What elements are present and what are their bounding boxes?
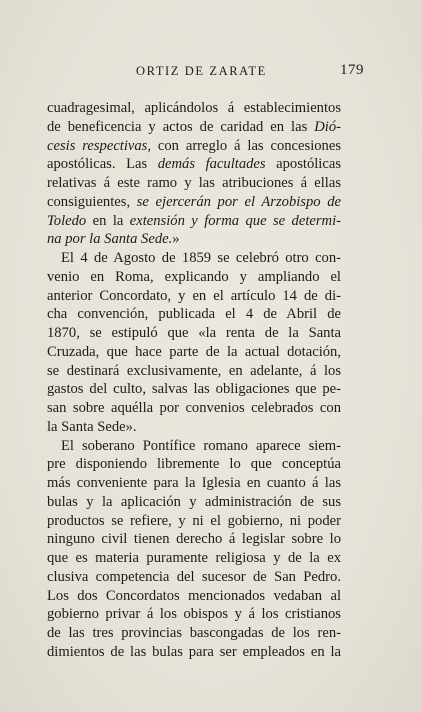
text-segment: » bbox=[172, 231, 180, 248]
text-segment: gobierno privar á los obispos y á los cristianos bbox=[47, 606, 341, 623]
text-line bbox=[47, 212, 341, 231]
italic-text: na por la Santa Sede. bbox=[47, 231, 173, 248]
text-line bbox=[47, 305, 341, 324]
text-segment: bulas y la aplicación y administración de sus bbox=[47, 493, 341, 510]
text-line bbox=[47, 193, 341, 212]
text-segment: de beneficencia y actos de caridad en las bbox=[47, 118, 315, 135]
text-segment: de las tres provincias bascongadas de los ren- bbox=[47, 625, 341, 641]
text-segment: apostólicas bbox=[265, 156, 341, 173]
text-line bbox=[47, 380, 341, 399]
body-text bbox=[47, 99, 341, 662]
running-title: ORTIZ DE ZARATE bbox=[136, 64, 267, 78]
text-segment: apostólicas. Las bbox=[47, 156, 158, 173]
text-line bbox=[47, 605, 341, 624]
text-line bbox=[47, 99, 341, 118]
text-segment: la Santa Sede». bbox=[47, 418, 137, 435]
text-line bbox=[47, 437, 341, 456]
page-number: 179 bbox=[340, 62, 364, 78]
text-line bbox=[47, 287, 341, 306]
text-segment: más conveniente para la Iglesia en cuanto á las bbox=[47, 475, 341, 491]
text-line bbox=[47, 343, 341, 362]
text-line bbox=[47, 137, 341, 156]
text-line bbox=[47, 230, 341, 249]
text-line bbox=[47, 399, 341, 418]
italic-text: Dió- bbox=[314, 118, 341, 135]
text-segment: anterior Concordato, y en el artículo 14 de di- bbox=[47, 287, 341, 304]
italic-text: demás facultades bbox=[157, 156, 266, 173]
text-line bbox=[47, 118, 341, 137]
text-segment: que es materia puramente religiosa y de la ex bbox=[47, 550, 341, 566]
text-line bbox=[47, 624, 341, 643]
italic-text: cesis respectivas, bbox=[47, 137, 152, 154]
text-segment: venio en Roma, explicando y ampliando el bbox=[47, 268, 341, 285]
text-line bbox=[47, 174, 341, 193]
text-line bbox=[47, 362, 341, 381]
text-line bbox=[47, 512, 341, 531]
text-segment: san sobre aquélla por convenios celebrados con bbox=[47, 400, 341, 416]
text-segment: en la bbox=[86, 212, 130, 229]
text-segment: Cruzada, que hace parte de la actual dotación, bbox=[47, 343, 341, 360]
text-line bbox=[47, 568, 341, 587]
text-segment: consiguientes, bbox=[47, 193, 137, 210]
text-line bbox=[47, 324, 341, 343]
text-segment: se destinará exclusivamente, en adelante, á los bbox=[47, 362, 341, 379]
text-line bbox=[47, 643, 341, 662]
text-line bbox=[47, 268, 341, 287]
italic-text: Toledo bbox=[47, 212, 87, 229]
italic-text: se ejercerán por el Arzobispo de bbox=[136, 193, 341, 210]
text-segment: cha convención, publicada el 4 de Abril de bbox=[47, 306, 341, 323]
text-segment: relativas á este ramo y las atribuciones á ellas bbox=[47, 175, 341, 191]
text-segment: cuadragesimal, aplicándolos á establecimientos bbox=[47, 100, 341, 116]
text-segment: ninguno civil tienen derecho á legislar sobre lo bbox=[47, 531, 341, 548]
text-line bbox=[47, 493, 341, 512]
text-line bbox=[47, 474, 341, 493]
page-header bbox=[58, 62, 364, 84]
text-line bbox=[47, 155, 341, 174]
text-line bbox=[47, 418, 341, 437]
text-line bbox=[47, 530, 341, 549]
text-segment: Los dos Concordatos mencionados vedaban al bbox=[47, 587, 341, 604]
text-segment: dimientos de las bulas para ser empleados en la bbox=[47, 643, 341, 660]
text-segment: El soberano Pontífice romano aparece siem- bbox=[61, 437, 341, 454]
text-segment: pre disponiendo libremente lo que conceptúa bbox=[47, 456, 341, 473]
text-line bbox=[47, 549, 341, 568]
italic-text: extensión y forma que se determi- bbox=[129, 212, 341, 229]
text-segment: con arreglo á las concesiones bbox=[151, 137, 341, 154]
text-segment: productos se refiere, y ni el gobierno, ni poder bbox=[47, 512, 341, 529]
text-segment: gastos del culto, salvas las obligaciones que pe- bbox=[47, 381, 341, 398]
text-line bbox=[47, 587, 341, 606]
text-segment: El 4 de Agosto de 1859 se celebró otro con- bbox=[61, 250, 341, 266]
text-line bbox=[47, 455, 341, 474]
text-segment: clusiva competencia del sucesor de San Pedro. bbox=[47, 568, 341, 585]
text-line bbox=[47, 249, 341, 268]
text-segment: 1870, se estipuló que «la renta de la Santa bbox=[47, 325, 341, 341]
